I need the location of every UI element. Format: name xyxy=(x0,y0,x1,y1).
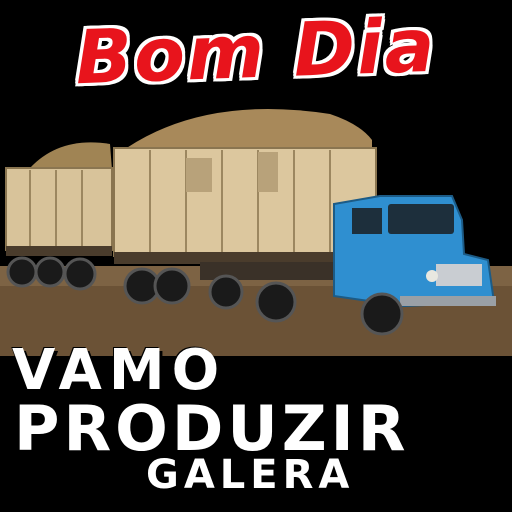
cane-load-rear xyxy=(30,142,112,170)
caption-line-produzir: PRODUZIR xyxy=(14,392,410,465)
headlight xyxy=(426,270,438,282)
caption-line-vamo: VAMO xyxy=(12,338,227,403)
grille xyxy=(436,264,482,286)
caption-line-galera: GALERA xyxy=(146,452,355,498)
rear-trailer xyxy=(6,168,112,256)
truck-cab xyxy=(334,196,496,306)
side-window xyxy=(352,208,382,234)
bumper xyxy=(400,296,496,306)
headline-bom-dia: Bom Dia xyxy=(74,2,438,102)
windshield xyxy=(388,204,454,234)
truck-photo xyxy=(0,96,512,356)
